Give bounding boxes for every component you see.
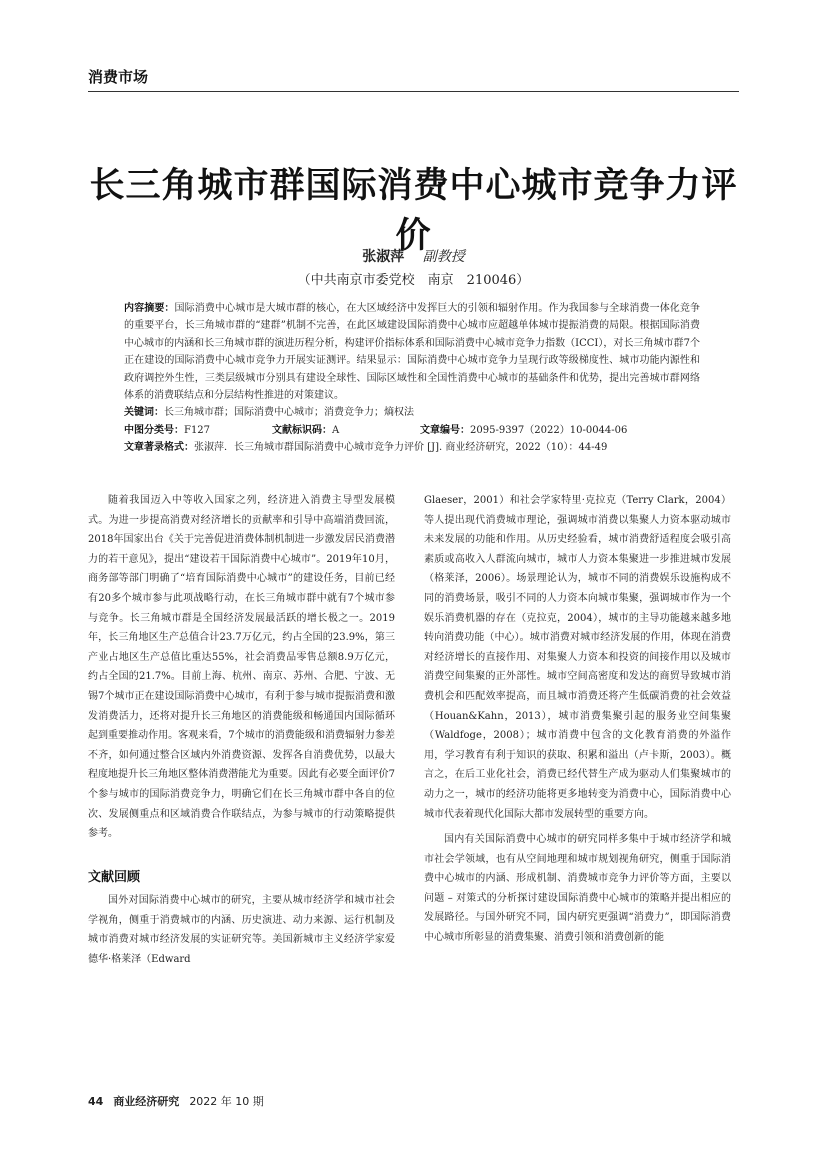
author-affiliation: （中共南京市委党校 南京 210046） (297, 273, 530, 288)
issue-label: 2022 年 10 期 (189, 1095, 264, 1108)
page-footer (88, 1093, 264, 1109)
citation (124, 439, 700, 456)
author-line (88, 246, 739, 266)
doc-code-value: A (332, 424, 340, 436)
journal-name: 商业经济研究 (113, 1095, 180, 1108)
article-no-label: 文章编号： (420, 424, 470, 436)
abstract-block (124, 300, 700, 457)
paragraph: 国内有关国际消费中心城市的研究同样多集中于城市经济学和城市社会学领域，也有从空间地理和城市规划视角研究，侧重于国际消费中心城市的内涵、形成机制、消费城市竞争力评价等方面，主要以问题 – 对策式的分析探讨建设国际消费中心城市的策略并提出相应的发展路径。与国外研究不同，国内研究更强调“消费力”，即国际消费中心城市所彰显的消费集聚、消费引领和消费创新的能 (424, 834, 731, 944)
paragraph: 随着我国迈入中等收入国家之列，经济进入消费主导型发展模式。为进一步提高消费对经济增长的贡献率和引导中高端消费回流，2018年国家出台《关于完善促进消费体制机制进一步激发居民消费潜力的若干意见》，提出“建设若干国际消费中心城市”。2019年10月，商务部等部门明确了“培育国际消费中心城市”的建设任务，目前已经有20多个城市参与此项战略行动，在长三角城市群中就有7个城市参与竞争。长三角城市群是全国经济发展最活跃的增长极之一。2019年，长三角地区生产总值合计23.7万亿元，约占全国的23.9%，第三产业占地区生产总值比重达55%，社会消费品零售总额8.9万亿元，约占全国的21.7%。目前上海、杭州、南京、苏州、合肥、宁波、无锡7个城市正在建设国际消费中心城市，有利于参与城市提振消费和激发消费活力，还将对提升长三角地区的消费能级和畅通国内国际循环起到重要推动作用。客观来看，7个城市的消费能级和消费辐射力参差不齐，如何通过整合区域内外消费资源、发挥各自消费优势，以最大程度地提升长三角地区整体消费潜能尤为重要。因此有必要全面评价7个参与城市的国际消费竞争力，明确它们在长三角城市群中各自的位次、发展侧重点和区域消费合作联结点，为参与城市的行动策略提供参考。 (88, 495, 395, 840)
clc-value: F127 (184, 424, 211, 436)
doc-code-label: 文献标识码： (272, 424, 332, 436)
keywords-label: 关键词： (124, 407, 164, 419)
page-number: 44 (88, 1095, 104, 1108)
article-title: 长三角城市群国际消费中心城市竞争力评价 (89, 166, 738, 256)
citation-label: 文章著录格式： (124, 442, 194, 454)
citation-text: 张淑萍．长三角城市群国际消费中心城市竞争力评价 [J]. 商业经济研究，2022（10）：44-49 (194, 442, 608, 454)
keywords (124, 404, 700, 421)
keywords-text: 长三角城市群；国际消费中心城市；消费竞争力；熵权法 (164, 407, 414, 419)
abstract-label: 内容摘要： (124, 303, 175, 314)
article-no-value: 2095-9397（2022）10-0044-06 (470, 424, 628, 436)
abstract-text: 国际消费中心城市是大城市群的核心，在大区域经济中发挥巨大的引领和辐射作用。作为我国参与全球消费一体化竞争的重要平台，长三角城市群的“建群”机制不完善，在此区域建设国际消费中心城市应超越单体城市提振消费的局限。根据国际消费中心城市的内涵和长三角城市群的演进历程分析，构建评价指标体系和国际消费中心城市竞争力指数（ICCI），对长三角城市群7个正在建设的国际消费中心城市竞争力开展实证测评。结果显示：国际消费中心城市竞争力呈现行政等级梯度性、城市功能内源性和政府调控外生性，三类层级城市分别具有建设全球性、国际区域性和全国性消费中心城市的基础条件和优势，提出完善城市群网络体系的消费联结点和分层结构性推进的对策建议。 (124, 303, 701, 402)
section-heading: 文献回顾 (88, 869, 141, 885)
classification-line (124, 422, 700, 439)
paragraph: 国外对国际消费中心城市的研究，主要从城市经济学和城市社会学视角，侧重于消费城市的内涵、历史演进、动力来源、运行机制及城市消费对城市经济发展的实证研究等。美国新城市主义经济学家爱德华·格莱泽（Edward (88, 895, 395, 966)
clc-label: 中图分类号： (124, 424, 184, 436)
body-column-left (88, 491, 395, 970)
body-column-right (424, 491, 731, 948)
author-role: 副教授 (422, 249, 465, 265)
header-rule (88, 91, 739, 92)
abstract (124, 300, 700, 404)
author-name: 张淑萍 (362, 249, 405, 265)
paragraph: Glaeser，2001）和社会学家特里·克拉克（Terry Clark，2004）等人提出现代消费城市理论，强调城市消费以集聚人力资本驱动城市未来发展的功能和作用。从历史经验看，城市消费舒适程度会吸引高素质或高收入人群流向城市，城市人力资本集聚进一步推进城市发展（格莱泽，2006）。场景理论认为，城市不同的消费娱乐设施构成不同的消费场景，吸引不同的人力资本向城市集聚，强调城市作为一个娱乐消费机器的存在（克拉克，2004），城市的主导功能越来越多地转向消费功能（中心）。城市消费对城市经济发展的作用，体现在消费对经济增长的直接作用、对集聚人力资本和投资的间接作用以及城市消费空间集聚的正外部性。城市空间高密度和发达的商贸导致城市消费机会和匹配效率提高，而且城市消费还将产生低碳消费的社会效益（Houan&Kahn，2013），城市消费集聚引起的服务业空间集聚（Waldfoge，2008）；城市消费中包含的文化教育消费的外溢作用，学习教育有利于知识的获取、积累和溢出（卢卡斯，2003）。概言之，在后工业化社会，消费已经代替生产成为驱动人们集聚城市的动力之一，城市的经济功能将更多地转变为消费中心，国际消费中心城市代表着现代化国际大都市发展转型的重要方向。 (424, 495, 731, 820)
section-label: 消费市场 (88, 68, 149, 86)
